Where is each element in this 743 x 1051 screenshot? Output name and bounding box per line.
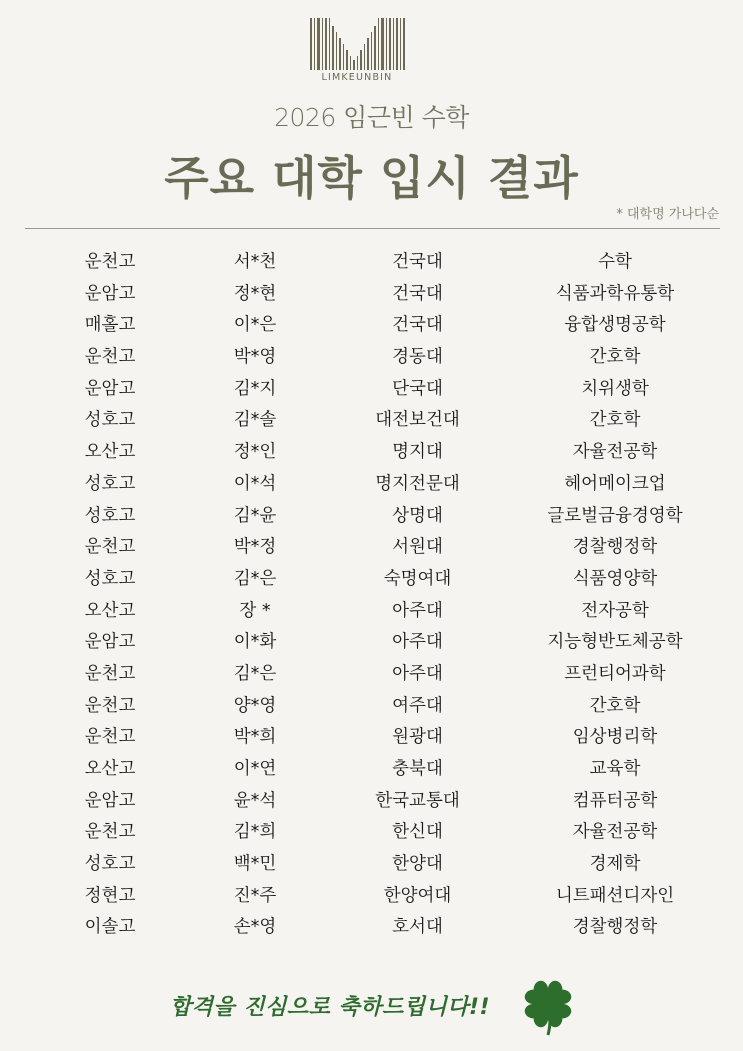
major-cell: 니트패션디자인 bbox=[555, 885, 675, 906]
student-name-cell: 이*석 bbox=[233, 473, 277, 494]
table-row bbox=[0, 817, 743, 849]
student-name-cell: 서*천 bbox=[233, 252, 277, 272]
table-row bbox=[0, 691, 743, 723]
university-cell: 충북대 bbox=[392, 759, 443, 779]
table-row bbox=[0, 786, 743, 818]
table-row bbox=[0, 881, 743, 913]
university-cell: 상명대 bbox=[392, 505, 443, 526]
student-name-cell: 김*솔 bbox=[233, 410, 277, 431]
university-cell: 한국교통대 bbox=[375, 790, 460, 811]
student-name-cell: 정*현 bbox=[233, 283, 277, 304]
student-name-cell: 백*민 bbox=[233, 854, 277, 875]
congratulations-message: 합격을 진심으로 축하드립니다!! bbox=[169, 995, 491, 1020]
university-cell: 아주대 bbox=[392, 600, 443, 621]
school-cell: 운천고 bbox=[84, 727, 136, 748]
university-cell: 한신대 bbox=[392, 822, 443, 843]
student-name-cell: 이*연 bbox=[233, 759, 277, 779]
major-cell: 자율전공학 bbox=[572, 822, 658, 843]
school-cell: 오산고 bbox=[84, 759, 136, 779]
table-row bbox=[0, 469, 743, 501]
school-cell: 운천고 bbox=[84, 537, 136, 558]
page-title: 주요 대학 입시 결과 bbox=[164, 151, 579, 205]
table-row bbox=[0, 532, 743, 564]
major-cell: 전자공학 bbox=[581, 600, 649, 621]
university-cell: 대전보건대 bbox=[375, 410, 460, 431]
major-cell: 글로벌금융경영학 bbox=[547, 505, 683, 526]
major-cell: 경찰행정학 bbox=[572, 917, 658, 938]
university-cell: 호서대 bbox=[392, 917, 443, 938]
university-cell: 건국대 bbox=[392, 315, 443, 336]
school-cell: 성호고 bbox=[84, 505, 136, 526]
school-cell: 오산고 bbox=[84, 442, 136, 463]
school-cell: 운암고 bbox=[84, 632, 136, 653]
school-cell: 정현고 bbox=[84, 885, 136, 906]
major-cell: 경찰행정학 bbox=[572, 537, 658, 558]
major-cell: 식품과학유통학 bbox=[555, 283, 675, 304]
university-cell: 건국대 bbox=[392, 283, 443, 304]
major-cell: 컴퓨터공학 bbox=[572, 790, 658, 811]
major-cell: 간호학 bbox=[589, 695, 641, 716]
student-name-cell: 박*영 bbox=[233, 347, 277, 368]
clover-icon bbox=[518, 974, 578, 1036]
major-cell: 경제학 bbox=[589, 854, 641, 875]
school-cell: 성호고 bbox=[84, 410, 136, 431]
university-cell: 명지전문대 bbox=[375, 473, 460, 494]
table-row bbox=[0, 627, 743, 659]
major-cell: 수학 bbox=[598, 252, 632, 272]
table-row bbox=[0, 279, 743, 311]
table-row bbox=[0, 564, 743, 596]
university-cell: 한양대 bbox=[392, 854, 443, 875]
major-cell: 식품영양학 bbox=[572, 568, 658, 589]
table-row bbox=[0, 849, 743, 881]
student-name-cell: 정*인 bbox=[233, 442, 277, 463]
student-name-cell: 김*윤 bbox=[233, 505, 277, 526]
major-cell: 임상병리학 bbox=[572, 727, 658, 748]
table-row bbox=[0, 722, 743, 754]
school-cell: 운암고 bbox=[84, 790, 136, 811]
major-cell: 교육학 bbox=[589, 759, 641, 779]
student-name-cell: 이*화 bbox=[233, 632, 277, 653]
major-cell: 지능형반도체공학 bbox=[547, 632, 683, 653]
university-cell: 한양여대 bbox=[383, 885, 452, 906]
logo-text: LIMKEUNBIN bbox=[321, 72, 393, 83]
table-row bbox=[0, 374, 743, 406]
student-name-cell: 박*희 bbox=[233, 727, 277, 748]
table-row bbox=[0, 659, 743, 691]
major-cell: 자율전공학 bbox=[572, 442, 658, 463]
student-name-cell: 장 * bbox=[239, 600, 271, 621]
student-name-cell: 박*정 bbox=[233, 537, 277, 558]
university-cell: 경동대 bbox=[392, 347, 443, 368]
page-subtitle: 2026 임근빈 수학 bbox=[274, 103, 469, 132]
barcode-logo-icon bbox=[308, 18, 406, 74]
brand-logo bbox=[308, 18, 406, 84]
table-row bbox=[0, 501, 743, 533]
table-row bbox=[0, 342, 743, 374]
student-name-cell: 윤*석 bbox=[233, 790, 277, 811]
school-cell: 오산고 bbox=[84, 600, 136, 621]
student-name-cell: 손*영 bbox=[233, 917, 277, 938]
student-name-cell: 이*은 bbox=[233, 315, 277, 336]
table-row bbox=[0, 247, 743, 279]
student-name-cell: 진*주 bbox=[233, 885, 277, 906]
table-row bbox=[0, 596, 743, 628]
student-name-cell: 김*희 bbox=[233, 822, 277, 843]
school-cell: 이솔고 bbox=[84, 917, 136, 938]
major-cell: 간호학 bbox=[589, 347, 641, 368]
table-row bbox=[0, 912, 743, 944]
major-cell: 융합생명공학 bbox=[564, 315, 666, 336]
school-cell: 운천고 bbox=[84, 695, 136, 716]
university-cell: 여주대 bbox=[392, 695, 443, 716]
header-divider bbox=[25, 228, 720, 229]
school-cell: 운천고 bbox=[84, 663, 136, 684]
student-name-cell: 김*지 bbox=[233, 378, 277, 399]
major-cell: 헤어메이크업 bbox=[564, 473, 666, 494]
school-cell: 성호고 bbox=[84, 473, 136, 494]
table-row bbox=[0, 310, 743, 342]
university-cell: 서원대 bbox=[392, 537, 443, 558]
university-cell: 원광대 bbox=[392, 727, 443, 748]
university-cell: 명지대 bbox=[392, 442, 443, 463]
major-cell: 간호학 bbox=[589, 410, 641, 431]
school-cell: 성호고 bbox=[84, 568, 136, 589]
major-cell: 프런티어과학 bbox=[564, 663, 666, 684]
school-cell: 매홀고 bbox=[84, 315, 136, 336]
student-name-cell: 김*은 bbox=[233, 663, 277, 684]
university-cell: 단국대 bbox=[392, 378, 443, 399]
results-table bbox=[0, 247, 743, 944]
student-name-cell: 양*영 bbox=[233, 695, 277, 716]
school-cell: 운천고 bbox=[84, 252, 136, 272]
university-cell: 아주대 bbox=[392, 663, 443, 684]
university-cell: 건국대 bbox=[392, 252, 443, 272]
school-cell: 운암고 bbox=[84, 283, 136, 304]
table-row bbox=[0, 405, 743, 437]
table-row bbox=[0, 437, 743, 469]
major-cell: 치위생학 bbox=[581, 378, 649, 399]
sort-note: * 대학명 가나다순 bbox=[616, 207, 719, 222]
school-cell: 성호고 bbox=[84, 854, 136, 875]
student-name-cell: 김*은 bbox=[233, 568, 277, 589]
school-cell: 운천고 bbox=[84, 822, 136, 843]
table-row bbox=[0, 754, 743, 786]
school-cell: 운천고 bbox=[84, 347, 136, 368]
school-cell: 운암고 bbox=[84, 378, 136, 399]
university-cell: 아주대 bbox=[392, 632, 443, 653]
university-cell: 숙명여대 bbox=[383, 568, 452, 589]
